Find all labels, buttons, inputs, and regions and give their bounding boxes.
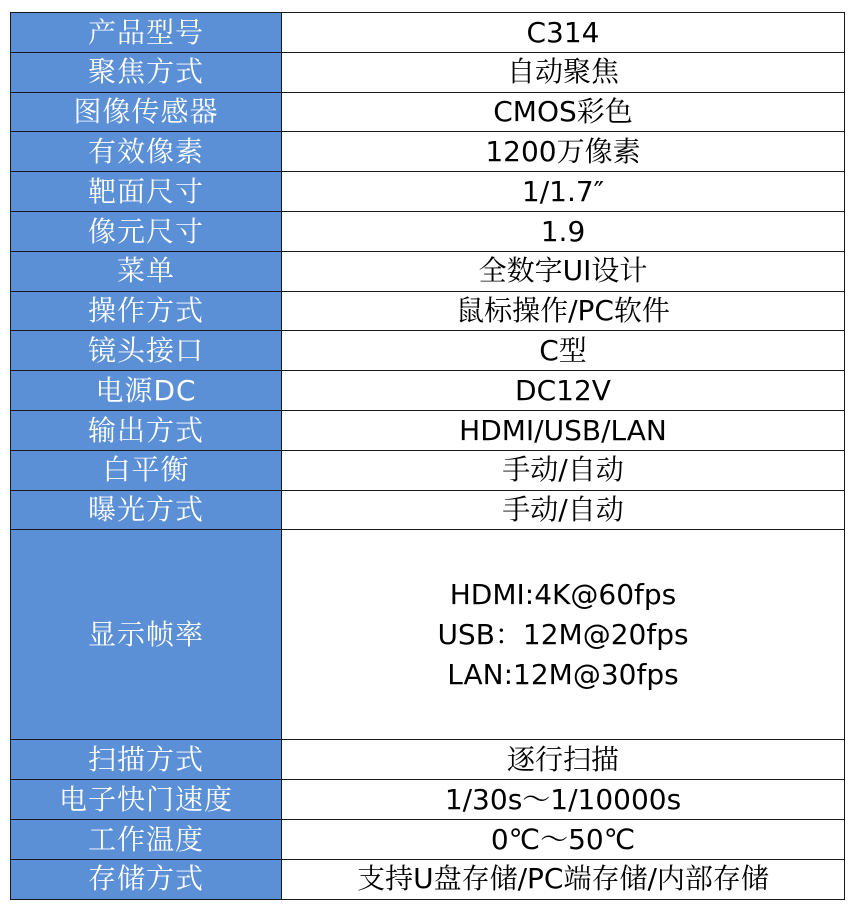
spec-value: CMOS彩色: [282, 92, 845, 132]
spec-label: 聚焦方式: [11, 52, 282, 92]
spec-label: 电源DC: [11, 371, 282, 411]
spec-label: 有效像素: [11, 132, 282, 172]
spec-label: 靶面尺寸: [11, 172, 282, 212]
spec-label: 操作方式: [11, 291, 282, 331]
spec-row-sensor: [11, 92, 845, 132]
spec-value: 1.9: [282, 211, 845, 251]
spec-value: 手动/自动: [282, 450, 845, 490]
spec-value: 1200万像素: [282, 132, 845, 172]
spec-row-power: [11, 371, 845, 411]
spec-label: 曝光方式: [11, 490, 282, 530]
spec-label: 扫描方式: [11, 740, 282, 780]
spec-label: 菜单: [11, 251, 282, 291]
spec-row-target-size: [11, 172, 845, 212]
spec-label: 白平衡: [11, 450, 282, 490]
spec-value: 鼠标操作/PC软件: [282, 291, 845, 331]
spec-value: 支持U盘存储/PC端存储/内部存储: [282, 859, 845, 899]
spec-value: HDMI/USB/LAN: [282, 410, 845, 450]
spec-label: 电子快门速度: [11, 780, 282, 820]
spec-label: 镜头接口: [11, 331, 282, 371]
spec-row-white-balance: [11, 450, 845, 490]
spec-row-focus: [11, 52, 845, 92]
spec-value: 1/1.7″: [282, 172, 845, 212]
spec-value: DC12V: [282, 371, 845, 411]
frame-rate-lan: LAN:12M@30fps: [447, 657, 679, 691]
spec-label: 存储方式: [11, 859, 282, 899]
spec-value: 逐行扫描: [282, 740, 845, 780]
spec-label: 输出方式: [11, 410, 282, 450]
frame-rate-hdmi: HDMI:4K@60fps: [449, 577, 677, 611]
spec-value: 0℃～50℃: [282, 819, 845, 859]
spec-label: 工作温度: [11, 819, 282, 859]
spec-value: [282, 530, 845, 740]
spec-label: 图像传感器: [11, 92, 282, 132]
spec-row-operation: [11, 291, 845, 331]
frame-rate-usb: USB：12M@20fps: [437, 617, 689, 651]
spec-row-lens-mount: [11, 331, 845, 371]
spec-value: 1/30s～1/10000s: [282, 780, 845, 820]
spec-table: [10, 12, 845, 900]
spec-label: 显示帧率: [11, 530, 282, 740]
spec-value: 全数字UI设计: [282, 251, 845, 291]
spec-row-pixels: [11, 132, 845, 172]
spec-value: 自动聚焦: [282, 52, 845, 92]
spec-row-exposure: [11, 490, 845, 530]
spec-row-output: [11, 410, 845, 450]
spec-value: C314: [282, 13, 845, 53]
spec-row-storage: [11, 859, 845, 899]
spec-label: 产品型号: [11, 13, 282, 53]
spec-label: 像元尺寸: [11, 211, 282, 251]
spec-value: C型: [282, 331, 845, 371]
spec-row-frame-rate: [11, 530, 845, 740]
spec-value: 手动/自动: [282, 490, 845, 530]
spec-row-model: [11, 13, 845, 53]
spec-row-pixel-size: [11, 211, 845, 251]
spec-row-scan: [11, 740, 845, 780]
spec-row-temperature: [11, 819, 845, 859]
spec-row-shutter: [11, 780, 845, 820]
spec-row-menu: [11, 251, 845, 291]
